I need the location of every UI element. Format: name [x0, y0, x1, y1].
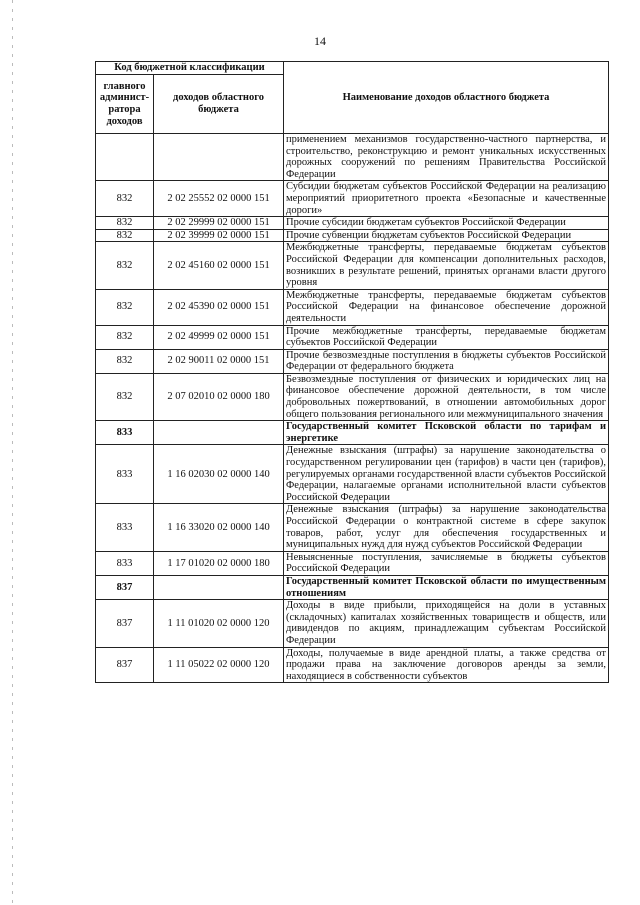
table-body [96, 62, 609, 683]
income-code-cell [154, 575, 284, 599]
admin-code-cell: 832 [96, 242, 154, 289]
income-code-cell [154, 134, 284, 181]
admin-code-cell: 837 [96, 600, 154, 647]
income-name-cell: Межбюджетные трансферты, передаваемые бюджетам субъектов Российской Федерации для компенсации дополнительных расходов, возникших в результате решений, принятых органами власти другого уровня [284, 242, 609, 289]
table-row [96, 445, 609, 504]
header-group-title: Код бюджетной классификации [96, 62, 284, 75]
table-row [96, 229, 609, 242]
income-code-cell: 2 02 45160 02 0000 151 [154, 242, 284, 289]
income-name-cell: Прочие безвозмездные поступления в бюджеты субъектов Российской Федерации от федерального бюджета [284, 349, 609, 373]
admin-code-cell: 837 [96, 647, 154, 683]
income-code-cell: 1 11 05022 02 0000 120 [154, 647, 284, 683]
admin-code-cell: 833 [96, 551, 154, 575]
table-row [96, 134, 609, 181]
page-number: 14 [314, 34, 326, 48]
income-code-cell: 2 07 02010 02 0000 180 [154, 373, 284, 420]
income-name-cell: Денежные взыскания (штрафы) за нарушение законодательства о государственном регулировании цен (тарифов) в части цен (тарифов), регулируемых органами государственной власти субъектов Российской Федерации, налагаемые органами исполнительной власти субъектов Российской Федерации [284, 445, 609, 504]
admin-code-cell: 832 [96, 325, 154, 349]
scan-edge-line [12, 0, 13, 905]
income-name-cell: Денежные взыскания (штрафы) за нарушение законодательства Российской Федерации о контрактной системе в сфере закупок товаров, работ, услуг для обеспечения государственных и муниципальных нужд для нужд субъектов Российской Федерации [284, 504, 609, 551]
income-code-cell: 1 16 02030 02 0000 140 [154, 445, 284, 504]
income-code-cell: 2 02 29999 02 0000 151 [154, 217, 284, 230]
income-name-cell: применением механизмов государственно-частного партнерства, и строительство, реконструкцию и ремонт уникальных искусственных дорожных сооружений по решениям Правительства Российской Федерации [284, 134, 609, 181]
table-row [96, 551, 609, 575]
income-name-cell: Доходы, получаемые в виде арендной платы, а также средства от продажи права на заключение договоров аренды за земли, находящиеся в собственности субъектов [284, 647, 609, 683]
admin-code-cell: 833 [96, 421, 154, 445]
header-code-column: доходов областного бюджета [154, 75, 284, 134]
table-section-row [96, 421, 609, 445]
income-code-cell: 1 17 01020 02 0000 180 [154, 551, 284, 575]
table-row [96, 647, 609, 683]
income-name-cell: Прочие субвенции бюджетам субъектов Российской Федерации [284, 229, 609, 242]
admin-code-cell: 832 [96, 289, 154, 325]
admin-code-cell: 832 [96, 349, 154, 373]
header-admin-column: главного админист-ратора доходов [96, 75, 154, 134]
admin-code-cell: 832 [96, 229, 154, 242]
income-code-cell: 2 02 25552 02 0000 151 [154, 181, 284, 217]
income-code-cell: 2 02 45390 02 0000 151 [154, 289, 284, 325]
income-name-cell: Прочие субсидии бюджетам субъектов Российской Федерации [284, 217, 609, 230]
admin-code-cell [96, 134, 154, 181]
income-code-cell: 1 16 33020 02 0000 140 [154, 504, 284, 551]
table-row [96, 504, 609, 551]
income-name-cell: Безвозмездные поступления от физических и юридических лиц на финансовое обеспечение дорожной деятельности, в том числе добровольных пожертвований, в отношении автомобильных дорог общего пользования регионального или межмуниципального значения [284, 373, 609, 420]
table-row [96, 181, 609, 217]
admin-code-cell: 832 [96, 373, 154, 420]
admin-code-cell: 832 [96, 217, 154, 230]
table-row [96, 242, 609, 289]
income-code-cell: 2 02 90011 02 0000 151 [154, 349, 284, 373]
income-name-cell: Государственный комитет Псковской области по тарифам и энергетике [284, 421, 609, 445]
table-row [96, 373, 609, 420]
income-name-cell: Межбюджетные трансферты, передаваемые бюджетам субъектов Российской Федерации на финансовое обеспечение дорожной деятельности [284, 289, 609, 325]
income-code-cell: 2 02 39999 02 0000 151 [154, 229, 284, 242]
admin-code-cell: 833 [96, 504, 154, 551]
table-row [96, 325, 609, 349]
table-row [96, 217, 609, 230]
income-name-cell: Субсидии бюджетам субъектов Российской Федерации на реализацию мероприятий приоритетного проекта «Безопасные и качественные дороги» [284, 181, 609, 217]
table-section-row [96, 575, 609, 599]
income-code-cell: 1 11 01020 02 0000 120 [154, 600, 284, 647]
header-name-column: Наименование доходов областного бюджета [284, 62, 609, 134]
header-row-group [96, 62, 609, 75]
income-name-cell: Прочие межбюджетные трансферты, передаваемые бюджетам субъектов Российской Федерации [284, 325, 609, 349]
admin-code-cell: 833 [96, 445, 154, 504]
income-code-cell: 2 02 49999 02 0000 151 [154, 325, 284, 349]
income-name-cell: Невыясненные поступления, зачисляемые в бюджеты субъектов Российской Федерации [284, 551, 609, 575]
admin-code-cell: 837 [96, 575, 154, 599]
table-row [96, 289, 609, 325]
income-name-cell: Доходы в виде прибыли, приходящейся на доли в уставных (складочных) капиталах хозяйственных товариществ и обществ, или дивидендов по акциям, принадлежащим субъектам Российской Федерации [284, 600, 609, 647]
admin-code-cell: 832 [96, 181, 154, 217]
budget-classification-table [95, 61, 609, 683]
income-code-cell [154, 421, 284, 445]
table-row [96, 600, 609, 647]
income-name-cell: Государственный комитет Псковской области по имущественным отношениям [284, 575, 609, 599]
table-row [96, 349, 609, 373]
